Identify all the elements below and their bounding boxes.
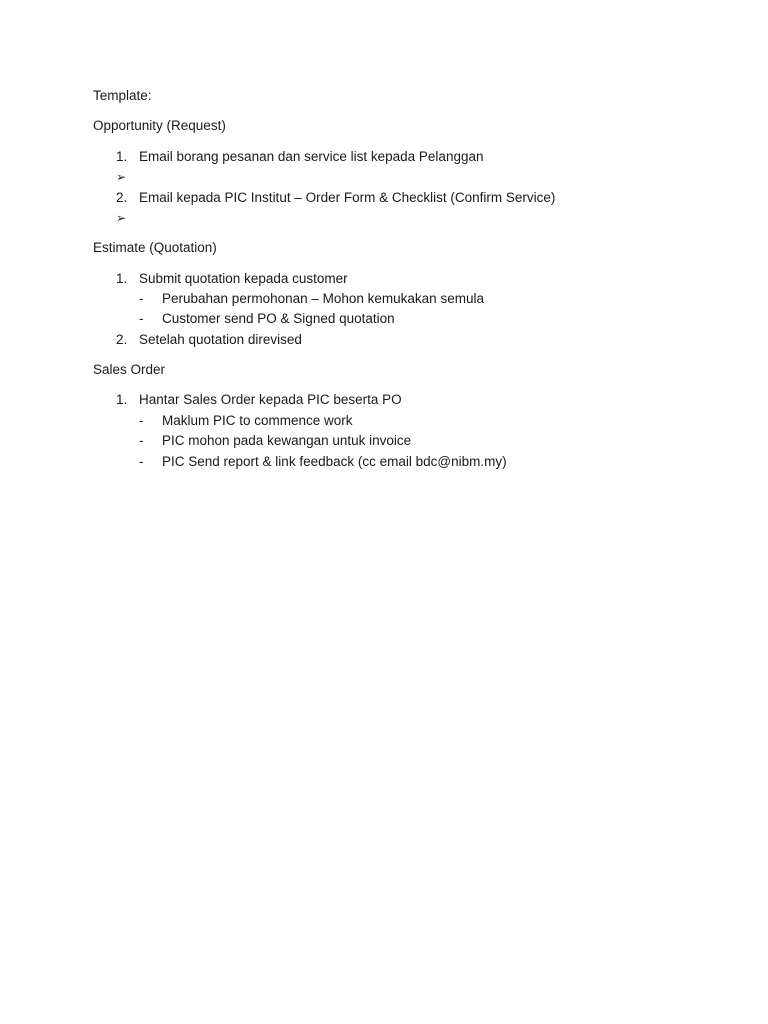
arrow-bullet-icon: ➢	[116, 211, 127, 225]
list-item: Submit quotation kepada customer	[139, 271, 348, 286]
dash-bullet: -	[139, 454, 144, 469]
dash-bullet: -	[139, 413, 144, 428]
dash-bullet: -	[139, 291, 144, 306]
dash-bullet: -	[139, 311, 144, 326]
sub-list-item: Maklum PIC to commence work	[162, 413, 353, 428]
template-label: Template:	[93, 88, 152, 103]
list-number: 2.	[116, 332, 128, 347]
list-item: Email kepada PIC Institut – Order Form & Checklist (Confirm Service)	[139, 190, 556, 205]
sub-list-item: Perubahan permohonan – Mohon kemukakan semula	[162, 291, 484, 306]
arrow-bullet-icon: ➢	[116, 170, 127, 184]
list-number: 1.	[116, 271, 128, 286]
list-number: 1.	[116, 392, 128, 407]
section-heading-sales-order: Sales Order	[93, 362, 166, 377]
sub-list-item: Customer send PO & Signed quotation	[162, 311, 395, 326]
section-heading-opportunity: Opportunity (Request)	[93, 118, 226, 133]
list-item: Hantar Sales Order kepada PIC beserta PO	[139, 392, 402, 407]
sub-list-item: PIC mohon pada kewangan untuk invoice	[162, 433, 412, 448]
list-item: Setelah quotation direvised	[139, 332, 302, 347]
sub-list-item: PIC Send report & link feedback (cc email bdc@nibm.my)	[162, 454, 507, 469]
list-number: 1.	[116, 149, 128, 164]
list-number: 2.	[116, 190, 128, 205]
section-heading-estimate: Estimate (Quotation)	[93, 240, 217, 255]
list-item: Email borang pesanan dan service list kepada Pelanggan	[139, 149, 484, 164]
dash-bullet: -	[139, 433, 144, 448]
